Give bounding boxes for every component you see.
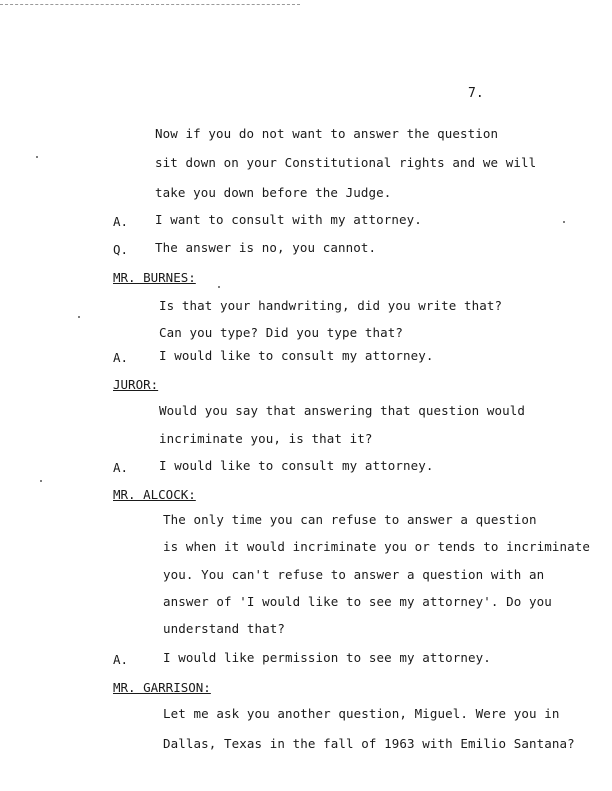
scan-speck [40,480,42,482]
alcock-line: The only time you can refuse to answer a question [163,512,537,527]
paragraph-line: sit down on your Constitutional rights and we will [155,155,537,170]
question-text: The answer is no, you cannot. [155,240,377,255]
speaker-burnes: MR. BURNES: [113,270,196,285]
alcock-line: answer of 'I would like to see my attorney'. Do you [163,594,552,609]
speaker-garrison: MR. GARRISON: [113,680,211,695]
scan-speck [218,286,220,288]
garrison-line: Let me ask you another question, Miguel. Were you in [163,706,560,721]
answer-text: I would like to consult my attorney. [159,348,434,363]
question-label: Q. [113,242,129,257]
answer-text: I would like permission to see my attorney. [163,650,491,665]
alcock-line: understand that? [163,621,286,636]
answer-text: I want to consult with my attorney. [155,212,422,227]
answer-label: A. [113,350,129,365]
burnes-line: Is that your handwriting, did you write that? [159,298,503,313]
alcock-line: you. You can't refuse to answer a question with an [163,567,545,582]
alcock-line: is when it would incriminate you or tends to incriminate [163,539,591,554]
answer-label: A. [113,460,129,475]
answer-label: A. [113,652,129,667]
page-number: 7. [468,86,484,101]
garrison-line: Dallas, Texas in the fall of 1963 with Emilio Santana? [163,736,575,751]
speaker-alcock: MR. ALCOCK: [113,487,196,502]
paragraph-line: Now if you do not want to answer the question [155,126,499,141]
burnes-line: Can you type? Did you type that? [159,325,404,340]
answer-label: A. [113,214,129,229]
answer-text: I would like to consult my attorney. [159,458,434,473]
speaker-juror: JUROR: [113,377,159,392]
juror-line: incriminate you, is that it? [159,431,373,446]
scan-speck [36,156,38,158]
paragraph-line: take you down before the Judge. [155,185,392,200]
juror-line: Would you say that answering that question would [159,403,526,418]
scan-speck [78,316,80,318]
scan-speck [563,221,565,223]
top-edge-rule [0,4,300,5]
